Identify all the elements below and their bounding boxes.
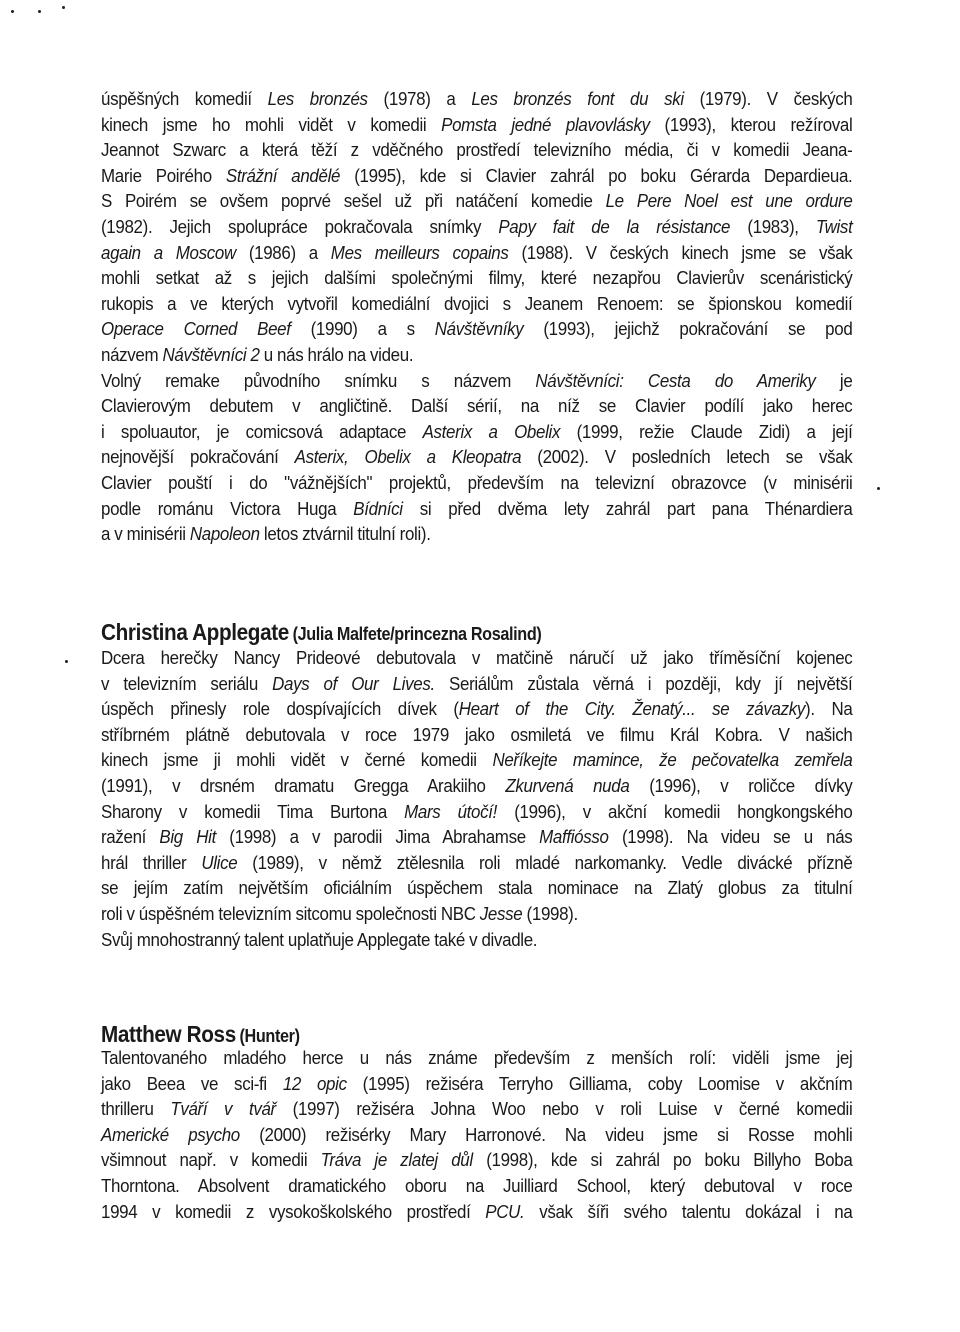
italic-title: Strážní andělé — [225, 165, 341, 186]
italic-title: Asterix, Obelix a Kleopatra — [294, 447, 522, 468]
text-line — [101, 825, 852, 851]
text-run: (1999, režie Claude Zidi) a její — [560, 421, 853, 442]
text-run: (1982). Jejich spolupráce pokračovala snímky — [101, 216, 499, 237]
text-run: (1988). V českých kinech jsme se však — [508, 242, 853, 263]
text-run: (1998) a v parodii Jima Abrahamse — [215, 827, 540, 848]
italic-title: Les bronzés font du ski — [471, 89, 684, 109]
text-line — [101, 420, 852, 446]
text-run: (1998). — [522, 903, 578, 924]
text-run: Dcera herečky Nancy Prideové debutovala v matčině náručí už jako tříměsíční kojenec — [101, 648, 853, 668]
text-line — [101, 1148, 852, 1174]
text-run: Seriálům zůstala věrná i později, kdy jí největší — [434, 673, 853, 694]
text-line — [101, 394, 852, 420]
text-line — [101, 672, 852, 698]
text-run: všimnout např. v komedii — [101, 1150, 321, 1171]
text-run: 1994 v komedii z vysokoškolského prostředí — [101, 1201, 486, 1222]
text-run: názvem — [101, 344, 163, 365]
text-run: hrál thriller — [101, 852, 202, 873]
actor-role: (Hunter) — [239, 1026, 300, 1046]
text-run: (1995), kde si Clavier zahrál po boku Gérarda Depardieua. — [340, 165, 853, 186]
text-line — [101, 522, 852, 548]
text-line — [101, 343, 852, 369]
text-run: i spoluautor, je comicsová adaptace — [101, 421, 423, 442]
text-run: si před dvěma lety zahrál part pana Thénardiera — [402, 498, 853, 519]
scan-speck — [65, 660, 68, 663]
text-line — [101, 164, 852, 190]
italic-title: Ulice — [201, 852, 238, 873]
italic-title: Tráva je zlatej důl — [320, 1150, 473, 1171]
text-run: thrilleru — [101, 1099, 171, 1120]
text-run: Svůj mnohostranný talent uplatňuje Applegate také v divadle. — [101, 929, 538, 950]
text-run: (1993), jejichž pokračování se pod — [523, 319, 853, 340]
text-line — [101, 113, 852, 139]
italic-title: Days of Our Lives. — [272, 673, 435, 694]
text-run: v televizním seriálu — [101, 673, 273, 694]
text-run: kinech jsme ho mohli vidět v komedii — [101, 114, 442, 135]
text-line — [101, 748, 852, 774]
italic-title: Tváří v tvář — [170, 1099, 276, 1120]
text-line — [101, 902, 852, 928]
text-line — [101, 292, 852, 318]
text-line — [101, 1097, 852, 1123]
text-line — [101, 266, 852, 292]
text-line — [101, 497, 852, 523]
text-run: mohli setkat až s jejich dalšími společnými filmy, které nezapřou Clavierův scenáristický — [101, 268, 853, 289]
italic-title: Heart of the City. Ženatý... se závazky — [458, 699, 806, 720]
italic-title: Návštěvníci: Cesta do Ameriky — [535, 370, 816, 391]
text-line — [101, 646, 852, 672]
text-line — [101, 1072, 852, 1098]
actor-role: (Julia Malfete/princezna Rosalind) — [292, 624, 542, 644]
italic-title: Papy fait de la résistance — [498, 216, 731, 237]
heading-matthew-ross — [101, 1021, 300, 1048]
text-run: (1998), kde si zahrál po boku Billyho Boba — [472, 1150, 853, 1171]
text-run: Thorntona. Absolvent dramatického oboru na Juilliard School, který debutoval v roce — [101, 1175, 853, 1196]
text-run: stříbrném plátně debutovala v roce 1979 jako osmiletá ve filmu Král Kobra. V našich — [101, 724, 853, 745]
italic-title: Americké psycho — [101, 1124, 240, 1145]
text-run: roli v úspěšném televizním sitcomu společnosti NBC — [101, 903, 480, 924]
text-run: úspěšných komedií — [101, 89, 268, 109]
text-run: (1993), kterou režíroval — [649, 114, 853, 135]
text-run: Jeannot Szwarc a která těží z vděčného prostředí televizního média, či v komedii Jeana- — [101, 140, 853, 161]
italic-title: Maffiósso — [539, 827, 609, 848]
text-line — [101, 241, 852, 267]
italic-title: Asterix a Obelix — [422, 421, 561, 442]
text-run: (1996), v akční komedii hongkongského — [497, 801, 853, 822]
text-run: (1979). V českých — [683, 89, 853, 109]
italic-title: Zkurvená nuda — [505, 775, 630, 796]
italic-title: Twist — [815, 216, 853, 237]
scan-speck — [38, 10, 41, 13]
scan-speck — [11, 10, 14, 13]
text-run: Talentovaného mladého herce u nás známe především z menších rolí: viděli jsme jej — [101, 1048, 853, 1068]
italic-title: Napoleon — [189, 524, 260, 545]
text-line — [101, 774, 852, 800]
italic-title: again a Moscow — [101, 242, 236, 263]
text-line — [101, 471, 852, 497]
italic-title: Mes meilleurs copains — [330, 242, 509, 263]
italic-title: Návštěvníci 2 — [162, 344, 260, 365]
text-line — [101, 1200, 852, 1226]
italic-title: Neříkejte mamince, že pečovatelka zemřela — [492, 750, 853, 771]
text-line — [101, 189, 852, 215]
text-run: úspěch přinesly role dospívajících dívek ( — [101, 699, 459, 720]
italic-title: Pomsta jedné plavovlásky — [441, 114, 650, 135]
text-run: Clavierovým debutem v angličtině. Další sérií, na níž se Clavier podílí jako herec — [101, 396, 853, 417]
text-line — [101, 800, 852, 826]
italic-title: Bídníci — [353, 498, 403, 519]
italic-title: Le Pere Noel est une ordure — [605, 191, 853, 212]
text-run: Clavier pouští i do "vážnějších" projektů, především na televizní obrazovce (v minisérii — [101, 472, 853, 493]
heading-christina-applegate — [101, 619, 541, 646]
text-run: jako Beea ve sci-fi — [101, 1073, 283, 1094]
text-run: (1986) a — [235, 242, 331, 263]
text-run: podle románu Victora Huga — [101, 498, 354, 519]
paragraph-clavier — [101, 87, 852, 548]
text-run: (1996), v roličce dívky — [629, 775, 853, 796]
italic-title: Operace Corned Beef — [101, 319, 291, 340]
actor-name: Matthew Ross — [101, 1021, 236, 1047]
text-run: kinech jsme ji mohli vidět v černé komedii — [101, 750, 493, 771]
text-run: (1978) a — [367, 89, 472, 109]
text-line — [101, 445, 852, 471]
text-line — [101, 138, 852, 164]
text-run: Sharony v komedii Tima Burtona — [101, 801, 405, 822]
text-line — [101, 317, 852, 343]
text-run: (2000) režisérky Mary Harronové. Na videu jsme si Rosse mohli — [239, 1124, 853, 1145]
text-run: a v minisérii — [101, 524, 190, 545]
text-line — [101, 876, 852, 902]
italic-title: Big Hit — [159, 827, 216, 848]
text-line — [101, 215, 852, 241]
text-run: Marie Poirého — [101, 165, 226, 186]
text-run: (1998). Na videu se u nás — [608, 827, 853, 848]
text-run: letos ztvárnil titulní roli). — [259, 524, 431, 545]
section-clavier-text — [101, 87, 909, 548]
text-run: nejnovější pokračování — [101, 447, 295, 468]
paragraph-applegate — [101, 646, 852, 953]
italic-title: 12 opic — [282, 1073, 347, 1094]
text-line — [101, 87, 852, 113]
section-ross-text — [101, 1046, 909, 1225]
section-applegate-text — [101, 646, 909, 953]
text-run: (1997) režiséra Johna Woo nebo v roli Luise v černé komedii — [275, 1099, 853, 1120]
text-run: (1995) režiséra Terryho Gilliama, coby Loomise v akčním — [346, 1073, 853, 1094]
text-run: rukopis a ve kterých vytvořil komediální dvojici s Jeanem Renoem: se špionskou komedií — [101, 293, 853, 314]
text-line — [101, 369, 852, 395]
text-run: (1990) a s — [290, 319, 435, 340]
text-run: je — [815, 370, 853, 391]
text-run: Volný remake původního snímku s názvem — [101, 370, 536, 391]
italic-title: Jesse — [479, 903, 523, 924]
text-line — [101, 697, 852, 723]
scan-speck — [877, 487, 880, 490]
text-line — [101, 723, 852, 749]
text-run: (2002). V posledních letech se však — [521, 447, 853, 468]
text-run: ). Na — [805, 699, 853, 720]
italic-title: Návštěvníky — [434, 319, 524, 340]
text-run: se jejím zatím největším oficiálním úspěchem stala nominace na Zlatý globus za titulní — [101, 878, 853, 899]
actor-name: Christina Applegate — [101, 619, 289, 645]
italic-title: Les bronzés — [267, 89, 368, 109]
text-line — [101, 1174, 852, 1200]
text-run: však šíři svého talentu dokázal i na — [524, 1201, 853, 1222]
paragraph-ross — [101, 1046, 852, 1225]
text-run: (1991), v drsném dramatu Gregga Arakiiho — [101, 775, 506, 796]
text-run: (1983), — [730, 216, 816, 237]
text-run: u nás hrálo na videu. — [259, 344, 414, 365]
italic-title: PCU. — [485, 1201, 525, 1222]
text-line — [101, 1123, 852, 1149]
text-line — [101, 928, 852, 954]
text-run: ražení — [101, 827, 160, 848]
scan-speck — [62, 6, 65, 9]
text-run: (1989), v němž ztělesnila roli mladé narkomanky. Vedle divácké přízně — [237, 852, 853, 873]
italic-title: Mars útočí! — [404, 801, 498, 822]
text-run: S Poirém se ovšem poprvé sešel už při natáčení komedie — [101, 191, 606, 212]
text-line — [101, 1046, 852, 1072]
text-line — [101, 851, 852, 877]
